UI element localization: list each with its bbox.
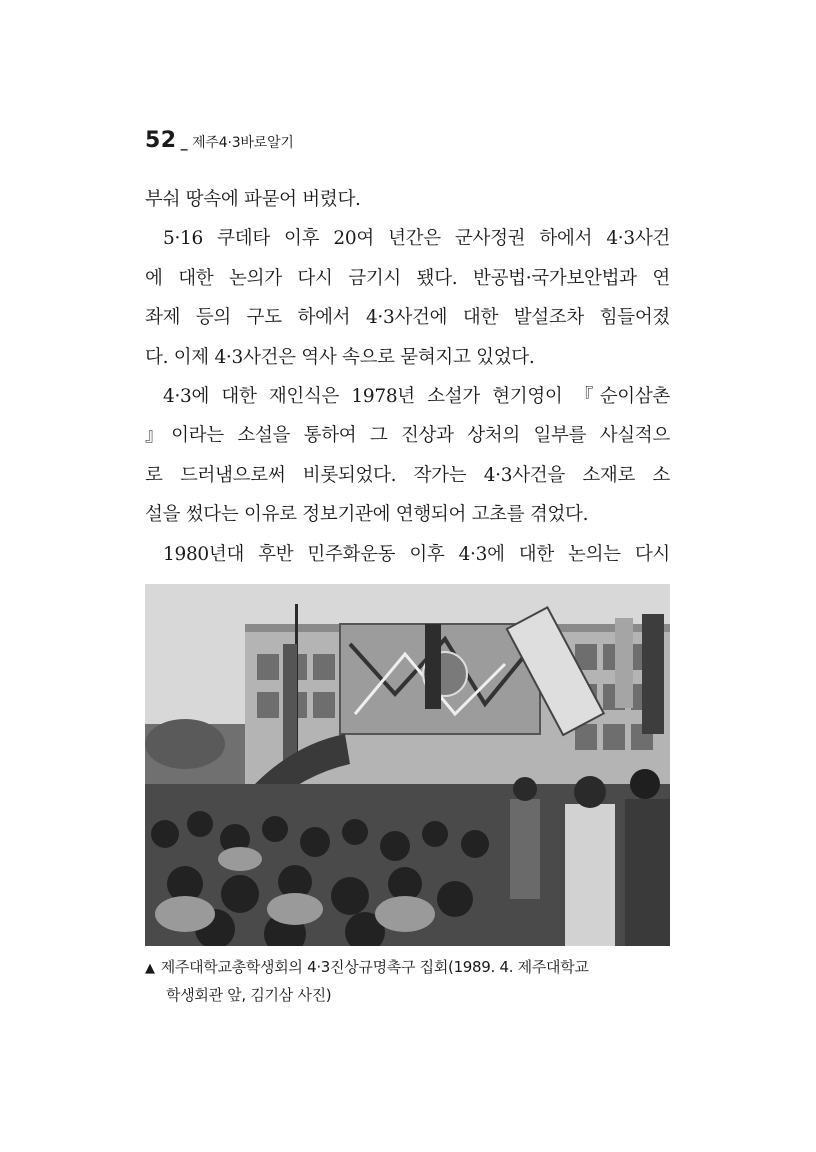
- text-line: 5·16 쿠데타 이후 20여 년간은 군사정권 하에서 4·3사건: [163, 228, 670, 250]
- page-number: 52: [145, 128, 177, 153]
- text-line: 다. 이제 4·3사건은 역사 속으로 묻혀지고 있었다.: [145, 346, 535, 368]
- running-title: _ 제주4·3바로알기: [181, 132, 294, 152]
- caption-line-1: 제주대학교총학생회의 4·3진상규명촉구 집회(1989. 4. 제주대학교: [160, 958, 589, 976]
- text-line: 』이라는 소설을 통하여 그 진상과 상처의 일부를 사실적으: [145, 425, 670, 447]
- photo-caption: [145, 954, 675, 1008]
- caption-line-2: 학생회관 앞, 김기삼 사진): [166, 986, 332, 1004]
- text-line: 설을 썼다는 이유로 정보기관에 연행되어 고초를 겪었다.: [145, 504, 589, 526]
- text-line: 부숴 땅속에 파묻어 버렸다.: [145, 189, 361, 210]
- text-line: 에 대한 논의가 다시 금기시 됐다. 반공법·국가보안법과 연: [145, 267, 670, 289]
- text-line: 1980년대 후반 민주화운동 이후 4·3에 대한 논의는 다시: [163, 543, 670, 565]
- page-header: [145, 128, 294, 153]
- triangle-marker-icon: ▲: [145, 961, 155, 976]
- text-line: 로 드러냄으로써 비롯되었다. 작가는 4·3사건을 소재로 소: [145, 464, 670, 486]
- text-line: 좌제 등의 구도 하에서 4·3사건에 대한 발설조차 힘들어졌: [145, 307, 670, 329]
- body-text: [145, 180, 670, 574]
- rally-photo: [145, 584, 670, 946]
- text-line: 4·3에 대한 재인식은 1978년 소설가 현기영이 『순이삼촌: [163, 385, 670, 407]
